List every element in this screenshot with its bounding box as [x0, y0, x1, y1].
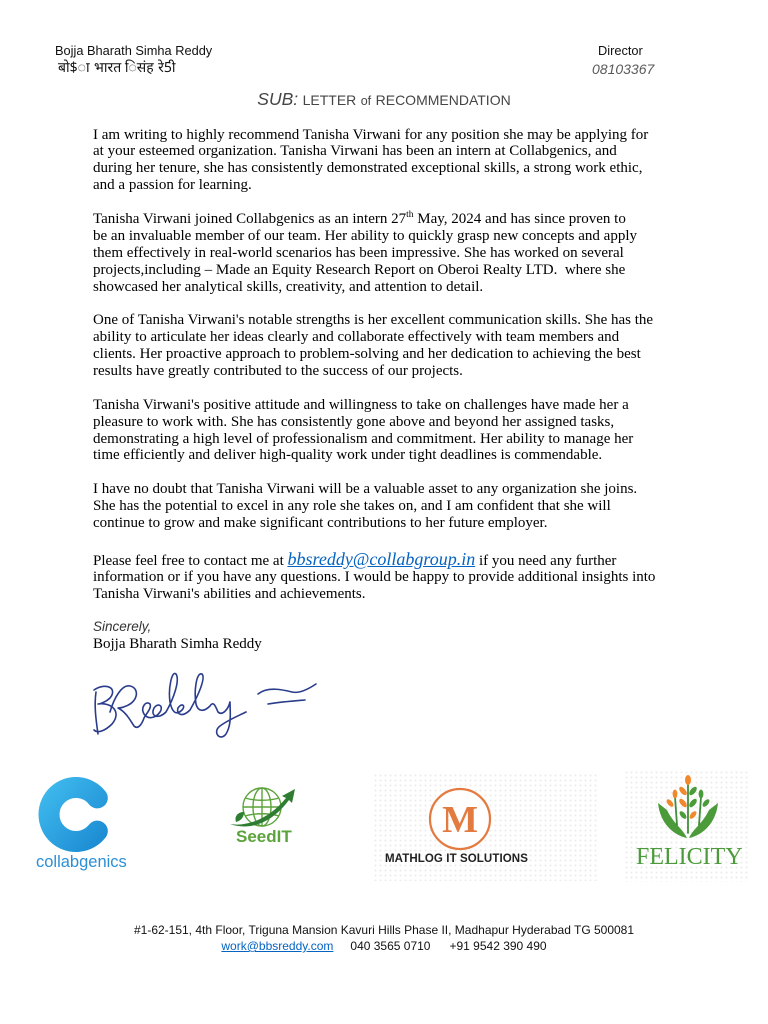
- body-line: ability to articulate her ideas clearly and collaborate effectively with team members and: [93, 329, 620, 346]
- body-text: Please feel free to contact me at: [93, 552, 288, 569]
- body-text: May, 2024 and has since proven to: [413, 210, 626, 227]
- closing: [93, 619, 703, 653]
- closing-signatory: Bojja Bharath Simha Reddy: [93, 636, 262, 653]
- body-line: information or if you have any questions. I would be happy to provide additional insights into: [93, 568, 656, 585]
- ordinal-superscript: th: [406, 209, 414, 220]
- subject-prefix: SUB:: [257, 89, 299, 109]
- contact-email-link[interactable]: bbsreddy@collabgroup.in: [287, 548, 476, 569]
- leaf: [701, 798, 710, 808]
- subject-word-recommendation: RECOMMENDATION: [375, 92, 511, 108]
- body-line: time efficiently and deliver high-quality work under tight deadlines is commendable.: [93, 447, 603, 464]
- body-line: [93, 211, 703, 228]
- left-stem: [675, 797, 677, 825]
- subject-word-letter: LETTER: [302, 92, 357, 108]
- body-line: I have no doubt that Tanisha Virwani will be a valuable asset to any organization she joins.: [93, 481, 638, 498]
- body-line: and a passion for learning.: [93, 177, 252, 194]
- footer-landline: 040 3565 0710: [350, 939, 431, 953]
- signature-stroke: [110, 673, 246, 737]
- leaf: [673, 790, 678, 799]
- felicity-plant-icon: [653, 773, 723, 841]
- body-text: Tanisha Virwani joined Collabgenics as an intern 27: [93, 210, 407, 227]
- body-line: demonstrating a high level of professionalism and commitment. Her ability to manage her: [93, 430, 634, 447]
- body-line: clients. Her proactive approach to problem-solving and her dedication to achieving the best: [93, 346, 641, 363]
- left-hand-shape: [658, 803, 687, 838]
- paragraph-intro: [93, 127, 703, 195]
- seedit-logo-text: SeedIT: [236, 827, 292, 846]
- subject-line: [0, 88, 768, 112]
- sender-name-hindi: बो$ा भारत िसंह रे5ी: [58, 60, 176, 76]
- body-line: projects,including – Made an Equity Research Report on Oberoi Realty LTD. where she: [93, 261, 626, 278]
- leaf: [678, 785, 688, 796]
- mathlog-logo-text: MATHLOG IT SOLUTIONS: [385, 853, 528, 865]
- sender-designation: Director: [598, 43, 643, 58]
- body-line: Tanisha Virwani's positive attitude and willingness to take on challenges have made her a: [93, 396, 629, 413]
- leaf-icon: [235, 812, 244, 822]
- body-line: One of Tanisha Virwani's notable strengths is her excellent communication skills. She has the: [93, 312, 654, 329]
- closing-salutation: Sincerely,: [93, 619, 152, 635]
- leaf: [678, 810, 687, 820]
- collabgenics-c-mark: [49, 788, 97, 842]
- leaf: [678, 797, 688, 808]
- footer-email-link[interactable]: work@bbsreddy.com: [221, 939, 334, 953]
- body-text: if you need any further: [475, 552, 617, 569]
- subject-word-of: of: [360, 94, 372, 108]
- sender-phone: 08103367: [592, 61, 655, 77]
- paragraph-attitude: [93, 397, 703, 465]
- body-line: them effectively in real-world scenarios has been impressive. She has worked on several: [93, 244, 624, 261]
- mathlog-logo-icon: [428, 787, 492, 851]
- body-line: be an invaluable member of our team. Her ability to quickly grasp new concepts and apply: [93, 227, 637, 244]
- body-line: at your esteemed organization. Tanisha Virwani has been an intern at Collabgenics, and: [93, 143, 617, 160]
- body-line: results have greatly contributed to the success of our projects.: [93, 362, 463, 379]
- leaf: [665, 798, 674, 808]
- paragraph-internship: [93, 211, 703, 295]
- footer-contacts: [0, 939, 768, 954]
- signature-stroke: [268, 700, 305, 704]
- signature-stroke: [258, 684, 316, 694]
- collabgenics-logo-icon: [37, 777, 117, 853]
- body-line: I am writing to highly recommend Tanisha Virwani for any position she may be applying for: [93, 126, 649, 143]
- sender-name: Bojja Bharath Simha Reddy: [55, 43, 213, 58]
- signature-stroke: [95, 692, 98, 734]
- leaf: [688, 797, 698, 808]
- body-line: She has the potential to excel in any role she takes on, and I am confident that she will: [93, 498, 611, 515]
- body-line: during her tenure, she has consistently demonstrated exceptional skills, a strong work ethic,: [93, 160, 643, 177]
- handwritten-signature: [88, 668, 323, 744]
- body-line: Tanisha Virwani's abilities and achievements.: [93, 585, 366, 602]
- seedit-globe-icon: [222, 786, 302, 830]
- body-line: pleasure to work with. She has consistently gone above and beyond her assigned tasks,: [93, 413, 615, 430]
- leaf: [685, 775, 691, 785]
- leaf: [688, 785, 698, 796]
- paragraph-contact: [93, 549, 703, 603]
- footer-mobile: +91 9542 390 490: [449, 939, 547, 953]
- felicity-logo-text: FELICITY: [636, 844, 743, 870]
- body-line: [93, 549, 703, 569]
- mathlog-letter: M: [442, 799, 478, 841]
- paragraph-endorsement: [93, 481, 703, 532]
- leaf: [699, 790, 704, 799]
- leaf: [688, 810, 697, 820]
- body-line: showcased her analytical skills, creativity, and attention to detail.: [93, 278, 484, 295]
- right-stem: [699, 797, 701, 825]
- collabgenics-logo-text: collabgenics: [36, 853, 127, 871]
- body-line: continue to grow and make significant contributions to her future employer.: [93, 514, 548, 531]
- letter-body: [93, 127, 703, 671]
- paragraph-strengths: [93, 312, 703, 380]
- right-hand-shape: [689, 803, 718, 838]
- footer-address: #1-62-151, 4th Floor, Triguna Mansion Kavuri Hills Phase II, Madhapur Hyderabad TG 500081: [133, 923, 635, 937]
